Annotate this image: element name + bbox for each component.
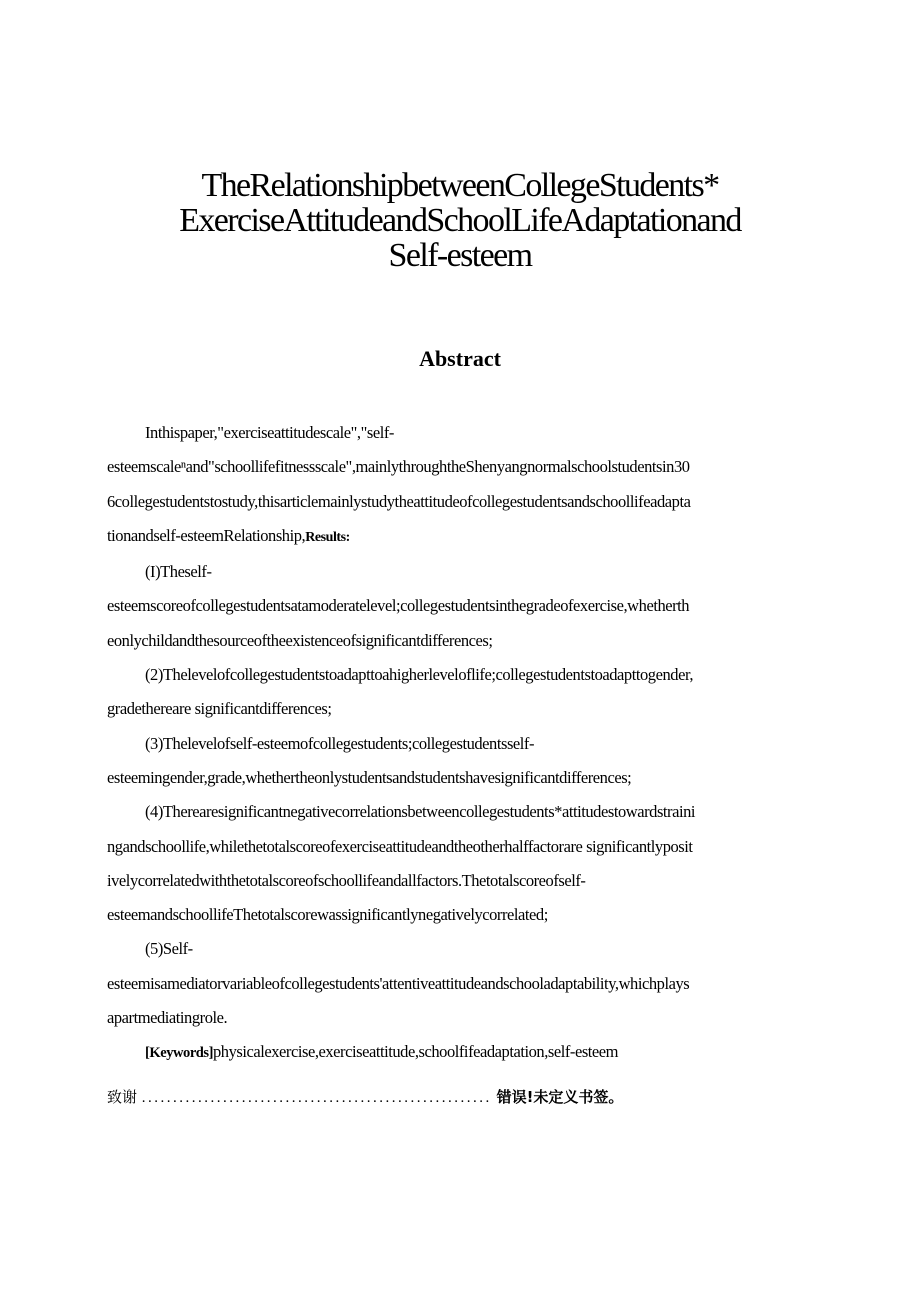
- toc-error-text: 错误!未定义书签。: [496, 1088, 624, 1106]
- text-run: tionandself-esteemRelationship,: [107, 525, 306, 545]
- finding-2: [107, 658, 815, 727]
- toc-leader-dots: ........................................................: [141, 1090, 492, 1106]
- text-line: esteemisamediatorvariableofcollegestudents'attentiveattitudeandschooladaptability,whichplays: [107, 973, 690, 993]
- text-line: gradethereare significantdifferences;: [107, 699, 332, 719]
- text-line: [107, 519, 815, 555]
- keywords-text: physicalexercise,exerciseattitude,schoolfifeadaptation,self-esteem: [213, 1042, 619, 1062]
- finding-3: [107, 727, 815, 796]
- toc-entry[interactable]: [107, 1086, 797, 1107]
- text-line: (3)Thelevelofself-esteemofcollegestudents;collegestudentsself-: [145, 733, 535, 753]
- title-line: Self-esteem: [388, 237, 532, 274]
- text-line: [107, 1035, 815, 1070]
- abstract-body: [107, 416, 815, 1071]
- paper-title: [60, 168, 860, 273]
- results-label: Results:: [305, 529, 350, 545]
- text-line: apartmediatingrole.: [107, 1008, 228, 1028]
- finding-1: [107, 555, 815, 658]
- text-line: ivelycorrelatedwiththetotalscoreofschoollifeandallfactors.Thetotalscoreofself-: [107, 870, 586, 890]
- text-line: ngandschoollife,whilethetotalscoreofexerciseattitudeandtheotherhalffactorare significantlyposit: [107, 836, 693, 856]
- toc-label: 致谢: [107, 1088, 138, 1106]
- keywords: [107, 1035, 815, 1070]
- text-line: eonlychildandthesourceoftheexistenceofsignificantdifferences;: [107, 630, 493, 650]
- title-line: TheRelationshipbetweenCollegeStudents*: [201, 167, 719, 204]
- text-line: 6collegestudentstostudy,thisarticlemainlystudytheattitudeofcollegestudentsandschoollifeadapta: [107, 491, 691, 511]
- abstract-heading: Abstract: [419, 346, 501, 371]
- title-line: ExerciseAttitudeandSchoolLifeAdaptationand: [179, 202, 741, 239]
- keywords-label: [Keywords]: [145, 1045, 213, 1062]
- finding-4: [107, 795, 815, 932]
- finding-5: [107, 932, 815, 1035]
- text-line: (4)Therearesignificantnegativecorrelationsbetweencollegestudents*attitudestowardstraini: [145, 802, 696, 822]
- text-line: esteemandschoollifeThetotalscorewassignificantlynegativelycorrelated;: [107, 905, 548, 925]
- text-line: Inthispaper,"exerciseattitudescale","self-: [145, 423, 394, 442]
- text-line: (2)Thelevelofcollegestudentstoadapttoahigherleveloflife;collegestudentstoadapttogender,: [145, 665, 694, 685]
- text-line: (I)Theself-: [145, 562, 212, 582]
- text-line: esteemscaleⁿand"schoollifefitnessscale",mainlythroughtheShenyangnormalschoolstudentsin30: [107, 457, 690, 477]
- text-line: (5)Self-: [145, 939, 193, 959]
- text-line: esteemingender,grade,whethertheonlystudentsandstudentshavesignificantdifferences;: [107, 767, 632, 787]
- abstract-intro: [107, 416, 815, 555]
- text-line: esteemscoreofcollegestudentsatamoderatelevel;collegestudentsinthegradeofexercise,whetherth: [107, 596, 690, 616]
